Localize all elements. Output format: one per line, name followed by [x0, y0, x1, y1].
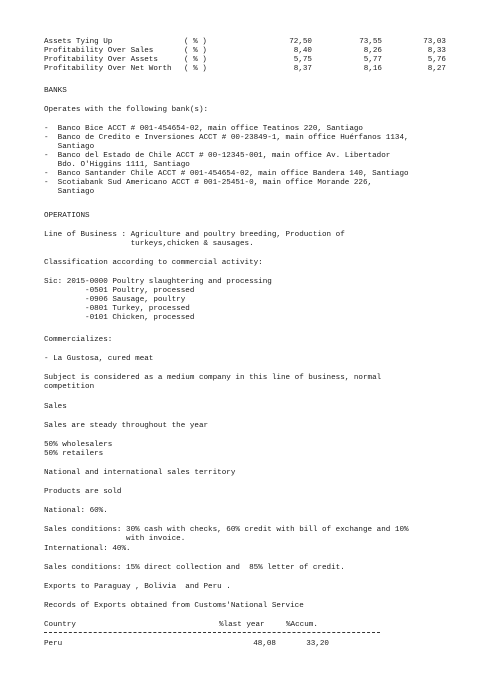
ratio-value-year-3: 73,03	[423, 38, 446, 46]
export-row-last-year: 48,08	[253, 640, 276, 648]
bank-line: Santiago	[44, 143, 95, 151]
ratio-value-year-1: 8,37	[293, 65, 312, 73]
ratio-value-year-3: 5,76	[427, 56, 446, 64]
sales-conditions-national-1: Sales conditions: 30% cash with checks, 60% credit with bill of exchange and 10%	[44, 526, 409, 534]
classification-text: Classification according to commercial activity:	[44, 259, 263, 267]
line-of-business-2: turkeys,chicken & sausages.	[44, 240, 254, 248]
ratio-value-year-2: 5,77	[363, 56, 382, 64]
ratio-label: Profitability Over Assets	[44, 56, 158, 64]
sales-conditions-international: Sales conditions: 15% direct collection and 85% letter of credit.	[44, 564, 345, 572]
sales-retailers: 50% retailers	[44, 450, 104, 458]
banks-intro: Operates with the following bank(s):	[44, 106, 209, 114]
sales-territory: National and international sales territory	[44, 469, 236, 477]
national-share: National: 60%.	[44, 507, 108, 515]
sales-steady: Sales are steady throughout the year	[44, 422, 209, 430]
sales-wholesalers: 50% wholesalers	[44, 441, 113, 449]
export-col-country: Country	[44, 621, 76, 629]
ratio-label: Assets Tying Up	[44, 38, 113, 46]
ratio-value-year-1: 8,40	[293, 47, 312, 55]
medium-company-2: competition	[44, 383, 95, 391]
line-of-business-1: Line of Business : Agriculture and poultry breeding, Production of	[44, 231, 345, 239]
sic-code-line: -0501 Poultry, processed	[44, 287, 195, 295]
ratio-unit: ( % )	[184, 56, 207, 64]
bank-line: - Banco Bice ACCT # 001-454654-02, main office Teatinos 220, Santiago	[44, 125, 363, 133]
operations-heading: OPERATIONS	[44, 212, 90, 220]
international-share: International: 40%.	[44, 545, 131, 553]
export-row-country: Peru	[44, 640, 63, 648]
export-col-last-year: %last year	[219, 621, 265, 629]
export-col-accum: %Accum.	[286, 621, 318, 629]
customs-records: Records of Exports obtained from Customs'National Service	[44, 602, 304, 610]
ratio-unit: ( % )	[184, 47, 207, 55]
export-table-divider	[44, 632, 380, 633]
commercializes-label: Commercializes:	[44, 336, 113, 344]
ratio-value-year-2: 8,26	[363, 47, 382, 55]
ratio-unit: ( % )	[184, 65, 207, 73]
ratio-value-year-3: 8,27	[427, 65, 446, 73]
ratio-label: Profitability Over Sales	[44, 47, 154, 55]
medium-company-1: Subject is considered as a medium company in this line of business, normal	[44, 374, 382, 382]
banks-heading: BANKS	[44, 87, 67, 95]
commercializes-item: - La Gustosa, cured meat	[44, 355, 154, 363]
ratio-value-year-1: 72,50	[289, 38, 312, 46]
bank-line: Bdo. O'Higgins 1111, Santiago	[44, 161, 190, 169]
bank-line: - Banco del Estado de Chile ACCT # 00-12345-001, main office Av. Libertador	[44, 152, 391, 160]
bank-line: Santiago	[44, 188, 95, 196]
ratio-label: Profitability Over Net Worth	[44, 65, 172, 73]
products-sold: Products are sold	[44, 488, 122, 496]
sic-code-line: -0906 Sausage, poultry	[44, 296, 186, 304]
ratio-value-year-2: 8,16	[363, 65, 382, 73]
bank-line: - Banco de Credito e Inversiones ACCT # 00-23849-1, main office Huérfanos 1134,	[44, 134, 409, 142]
exports-text: Exports to Paraguay , Bolivia and Peru .	[44, 583, 231, 591]
ratio-value-year-2: 73,55	[359, 38, 382, 46]
bank-line: - Scotiabank Sud Americano ACCT # 001-25451-0, main office Morande 226,	[44, 179, 373, 187]
sic-code-line: Sic: 2015-0000 Poultry slaughtering and processing	[44, 278, 272, 286]
sic-code-line: -0101 Chicken, processed	[44, 314, 195, 322]
ratio-unit: ( % )	[184, 38, 207, 46]
sic-code-line: -0801 Turkey, processed	[44, 305, 190, 313]
sales-heading: Sales	[44, 403, 67, 411]
bank-line: - Banco Santander Chile ACCT # 001-454654-02, main office Bandera 140, Santiago	[44, 170, 409, 178]
sales-conditions-national-2: with invoice.	[44, 535, 186, 543]
ratio-value-year-1: 5,75	[293, 56, 312, 64]
ratio-value-year-3: 8,33	[427, 47, 446, 55]
export-row-accum: 33,20	[306, 640, 329, 648]
